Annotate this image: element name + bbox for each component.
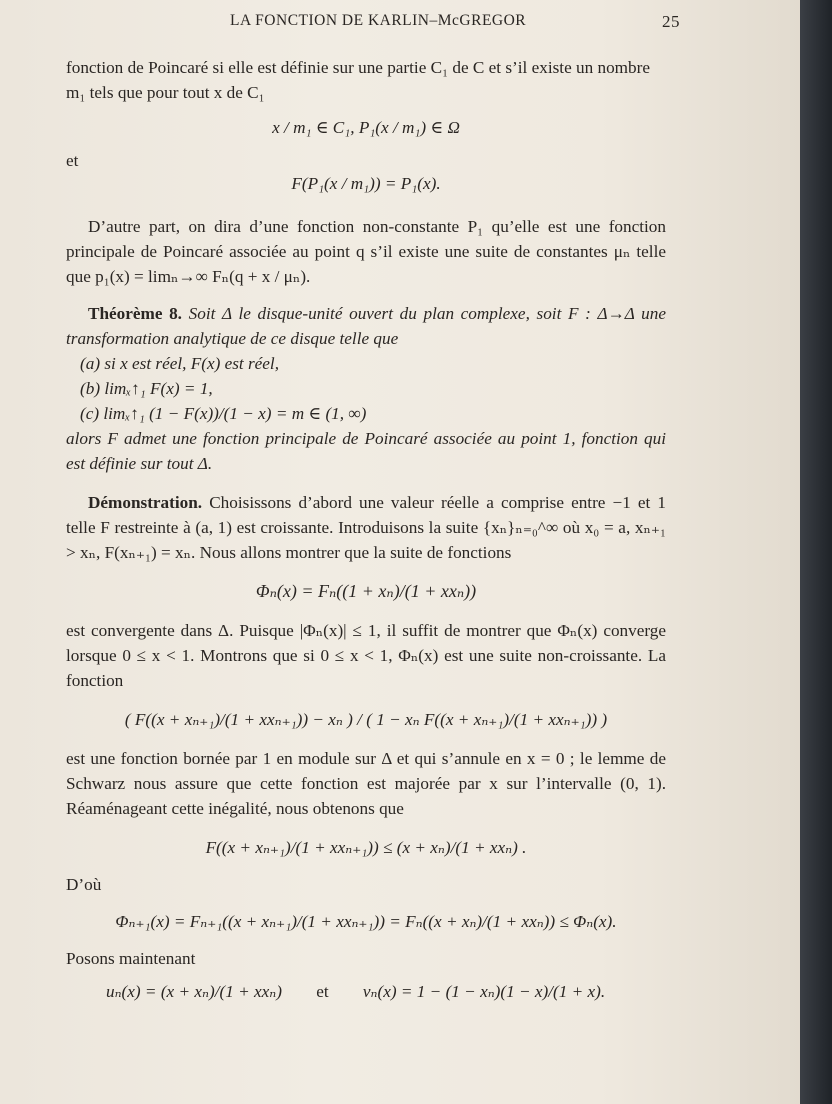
paragraph: est convergente dans Δ. Puisque |Φₙ(x)| ≤ 1, il suffit de montrer que Φₙ(x) converge lorsque 0 ≤ x < 1. Montrons que si 0 ≤ x < 1, Φₙ(x) est une suite non-croissante. La fonction	[66, 621, 666, 690]
proof-paragraph	[66, 490, 666, 565]
theorem-condition: (c) limₓ↑₁ (1 − F(x))/(1 − x) = m ∈ (1, ∞)	[80, 404, 367, 423]
paragraph: D’autre part, on dira d’une fonction non-constante P₁ qu’elle est une fonction principale de Poincaré associée au point q s’il existe une suite de constantes μₙ telle que p₁(x) = limₙ→∞ Fₙ(q + x / μₙ).	[66, 217, 666, 286]
text-line: m₁ tels que pour tout x de C₁	[66, 83, 265, 102]
book-edge	[800, 0, 832, 1104]
text-line: Posons maintenant	[66, 949, 196, 968]
theorem-conclusion: alors F admet une fonction principale de Poincaré associée au point 1, fonction qui est définie sur tout Δ.	[66, 429, 666, 473]
proof-text: Choisissons d’abord une valeur réelle a comprise entre −1 et 1 telle F restreinte à (a, 1) est croissante. Introduisons la suite {xₙ}ₙ₌₀^∞ où x₀ = a, xₙ₊₁ > xₙ, F(xₙ₊₁) = xₙ. Nous allons montrer que la suite de fonctions	[66, 493, 667, 562]
page-content	[66, 55, 666, 1004]
page-number: 25	[662, 12, 680, 31]
proof-label: Démonstration.	[88, 493, 203, 512]
equation: Φₙ₊₁(x) = Fₙ₊₁((x + xₙ₊₁)/(1 + xxₙ₊₁)) = Fₙ((x + xₙ)/(1 + xxₙ)) ≤ Φₙ(x).	[115, 912, 617, 931]
equation: F(P₁(x / m₁)) = P₁(x).	[291, 174, 441, 193]
paragraph: est une fonction bornée par 1 en module sur Δ et qui s’annule en x = 0 ; le lemme de Schwarz nous assure que cette fonction est majorée par x sur l’intervalle (0, 1). Réaménageant cette inégalité, nous obtenons que	[66, 749, 666, 818]
theorem-label: Théorème 8.	[88, 304, 182, 323]
equation: F((x + xₙ₊₁)/(1 + xxₙ₊₁)) ≤ (x + xₙ)/(1 + xxₙ) .	[205, 838, 527, 857]
theorem-condition: (a) si x est réel, F(x) est réel,	[80, 354, 280, 373]
text-line: et	[66, 151, 79, 170]
theorem-intro: Soit Δ le disque-unité ouvert du plan complexe, soit F : Δ→Δ une transformation analytique de ce disque telle que	[66, 304, 667, 348]
conjunction: et	[316, 982, 329, 1001]
equation: uₙ(x) = (x + xₙ)/(1 + xxₙ)	[106, 982, 282, 1001]
equation: ( F((x + xₙ₊₁)/(1 + xxₙ₊₁)) − xₙ ) / ( 1 − xₙ F((x + xₙ₊₁)/(1 + xxₙ₊₁)) )	[124, 710, 608, 729]
theorem-condition: (b) limₓ↑₁ F(x) = 1,	[80, 379, 213, 398]
theorem-statement	[66, 301, 666, 351]
equation: x / m₁ ∈ C₁, P₁(x / m₁) ∈ Ω	[272, 118, 460, 137]
equation: Φₙ(x) = Fₙ((1 + xₙ)/(1 + xxₙ))	[255, 581, 477, 601]
running-title: LA FONCTION DE KARLIN–McGREGOR	[230, 12, 527, 29]
equation: vₙ(x) = 1 − (1 − xₙ)(1 − x)/(1 + x).	[362, 982, 606, 1001]
equation-row	[66, 979, 666, 1004]
text-line: D’où	[66, 875, 102, 894]
text-line: fonction de Poincaré si elle est définie sur une partie C₁ de C et s’il existe un nombre	[66, 58, 650, 77]
